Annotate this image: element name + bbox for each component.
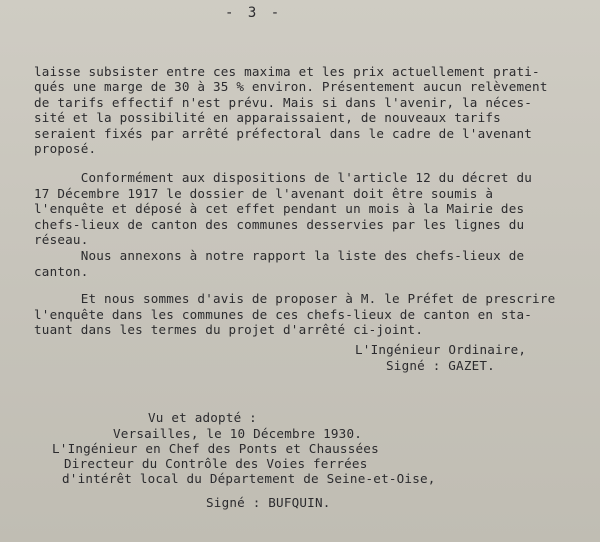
paragraph-1-line-3: de tarifs effectif n'est prévu. Mais si dans l'avenir, la néces- [34,95,533,110]
paragraph-2-line-2: 17 Décembre 1917 le dossier de l'avenant doit être soumis à [34,186,494,201]
paragraph-1-line-2: qués une marge de 30 à 35 % environ. Présentement aucun relèvement [34,79,548,94]
approval-signature: Signé : BUFQUIN. [206,495,331,510]
engineer-title: L'Ingénieur Ordinaire, [355,342,527,357]
paragraph-2-line-4: chefs-lieux de canton des communes desservies par les lignes du [34,217,525,232]
paragraph-2-line-5: réseau. [34,232,89,247]
paragraph-2-line-1: Conformément aux dispositions de l'article 12 du décret du [34,170,533,185]
approval-chief-engineer: L'Ingénieur en Chef des Ponts et Chaussées [52,441,379,456]
paragraph-4-line-2: l'enquête dans les communes de ces chefs-lieux de canton en sta- [34,307,533,322]
approval-vu-et-adopte: Vu et adopté : [148,410,257,425]
paragraph-4-line-1: Et nous sommes d'avis de proposer à M. le Préfet de prescrire [34,291,556,306]
paragraph-2-line-3: l'enquête et déposé à cet effet pendant un mois à la Mairie des [34,201,525,216]
approval-department: d'intérêt local du Département de Seine-et-Oise, [62,471,436,486]
approval-place-date: Versailles, le 10 Décembre 1930. [113,426,363,441]
paragraph-3-line-2: canton. [34,264,89,279]
paragraph-1-line-6: proposé. [34,141,97,156]
paragraph-4-line-3: tuant dans les termes du projet d'arrêté ci-joint. [34,322,424,337]
paragraph-3-line-1: Nous annexons à notre rapport la liste des chefs-lieux de [34,248,525,263]
paragraph-1-line-1: laisse subsister entre ces maxima et les prix actuellement prati- [34,64,540,79]
page-number: - 3 - [225,5,283,21]
paragraph-1-line-4: sité et la possibilité en apparaissaient, de nouveaux tarifs [34,110,501,125]
paragraph-1-line-5: seraient fixés par arrêté préfectoral dans le cadre de l'avenant [34,126,533,141]
engineer-signature: Signé : GAZET. [386,358,495,373]
approval-director: Directeur du Contrôle des Voies ferrées [64,456,368,471]
